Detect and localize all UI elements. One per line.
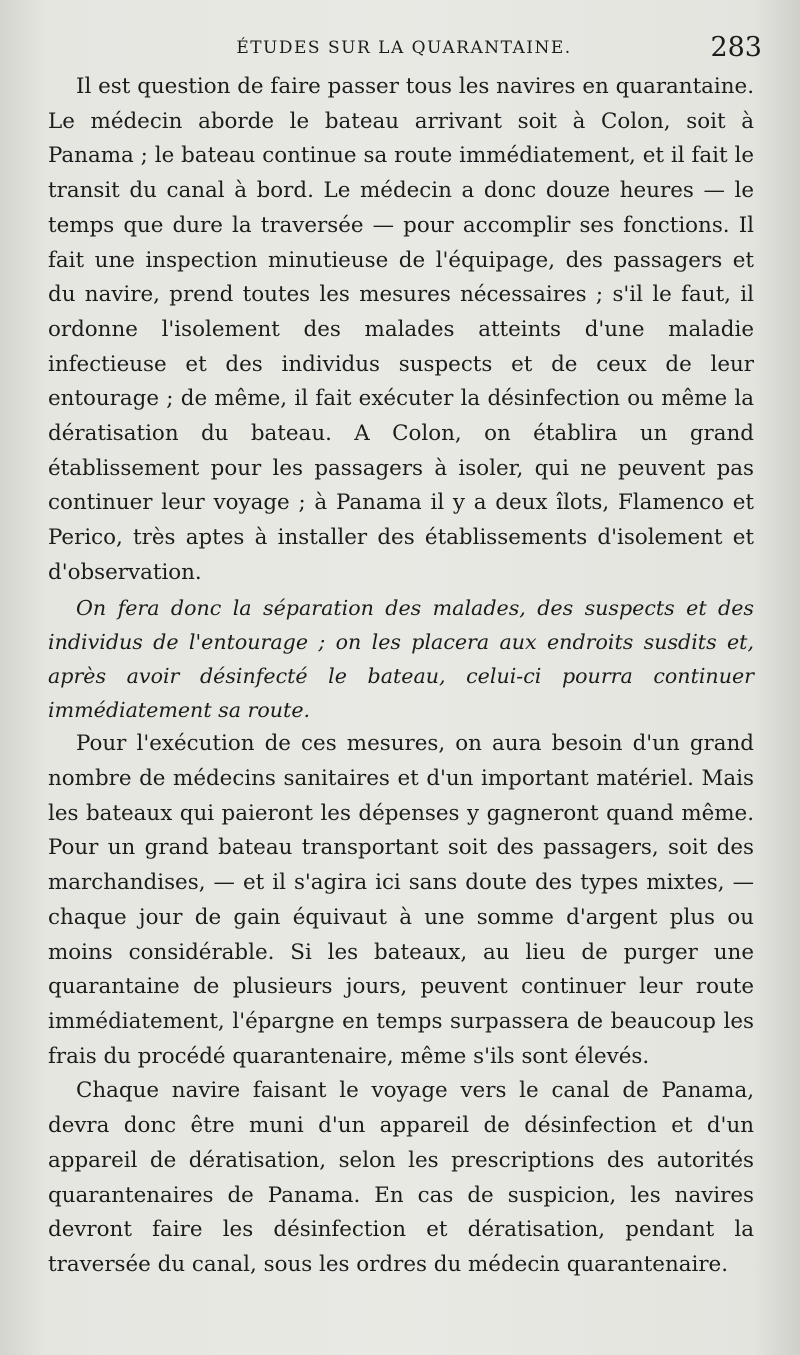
paragraph-costs: Pour l'exécution de ces mesures, on aura besoin d'un grand nombre de médecins sanitaires et d'un important matériel. Mais les bateaux qui paieront les dépenses y gagneront quand même. Pour un grand bateau transportant soit des passagers, soit des marchandises, — et il s'agira ici sans doute des types mixtes, — chaque jour de gain équivaut à une somme d'argent plus ou moins considérable. Si les bateaux, au lieu de purger une quarantaine de plusieurs jours, peuvent continuer leur route immédiatement, l'épargne en temps surpassera de beaucoup les frais du procédé quarantenaire, même s'ils sont élevés. bbox=[48, 731, 754, 1069]
running-title: ÉTUDES SUR LA QUARANTAINE. bbox=[236, 38, 572, 58]
paragraph-quarantine-procedure: Il est question de faire passer tous les navires en quarantaine. Le médecin aborde le bateau arrivant soit à Colon, soit à Panama ; le bateau continue sa route immédiatement, et il fait le transit du canal à bord. Le médecin a donc douze heures — le temps que dure la traversée — pour accomplir ses fonctions. Il fait une inspection minutieuse de l'équipage, des passagers et du navire, prend toutes les mesures nécessaires ; s'il le faut, il ordonne l'isolement des malades atteints d'une maladie infectieuse et des individus suspects et de ceux de leur entourage ; de même, il fait exécuter la désinfection ou même la dératisation du bateau. A Colon, on établira un grand établissement pour les passagers à isoler, qui ne peuvent pas continuer leur voyage ; à Panama il y a deux îlots, Flamenco et Perico, très aptes à installer des établissements d'isolement et d'observation. bbox=[48, 74, 754, 585]
paragraph-separation-summary: On fera donc la séparation des malades, des suspects et des individus de l'entourage ; on les placera aux endroits susdits et, après avoir désinfecté le bateau, celui-ci pourra continuer immédiatement sa route. bbox=[48, 595, 754, 723]
paragraph-ship-equipment: Chaque navire faisant le voyage vers le canal de Panama, devra donc être muni d'un appareil de désinfection et d'un appareil de dératisation, selon les prescriptions des autorités quarantenaires de Panama. En cas de suspicion, les navires devront faire les désinfection et dératisation, pendant la traversée du canal, sous les ordres du médecin quarantenaire. bbox=[48, 1078, 754, 1277]
running-head bbox=[46, 32, 762, 68]
body-text bbox=[48, 70, 754, 1283]
page-number: 283 bbox=[710, 32, 762, 63]
